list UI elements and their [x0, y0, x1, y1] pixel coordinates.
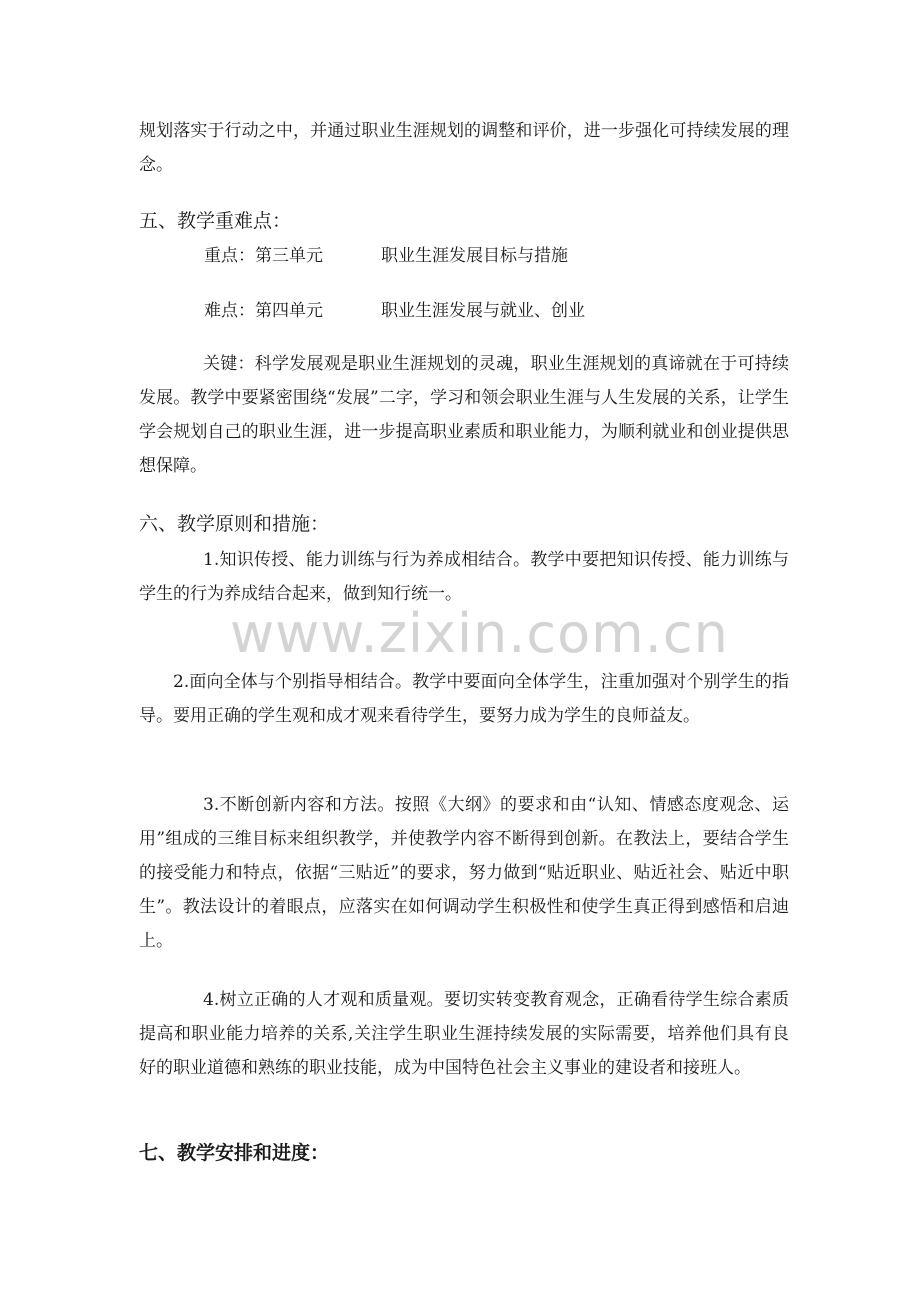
difficulty-value: 职业生涯发展与就业、创业: [381, 301, 585, 321]
difficulty-label: 难点：第四单元: [204, 301, 323, 321]
section-heading-6: 六、教学原则和措施：: [139, 513, 330, 535]
section-heading-5: 五、教学重难点：: [139, 210, 292, 232]
key-point-value: 职业生涯发展目标与措施: [381, 246, 568, 266]
key-point-label: 重点：第三单元: [204, 246, 323, 266]
difficulty-row: [204, 296, 585, 326]
section-heading-7: 七、教学安排和进度：: [139, 1142, 330, 1164]
principle-item-3: 3.不断创新内容和方法。按照《大纲》的要求和由“认知、情感态度观念、运用”组成的三维目标来组织教学，并使教学内容不断得到创新。在教法上，要结合学生的接受能力和特点，依据“三贴近”的要求，努力做到“贴近职业、贴近社会、贴近中职生”。教法设计的着眼点，应落实在如何调动学生积极性和使学生真正得到感悟和启迪上。: [139, 795, 789, 951]
watermark-text: www.zixin.com.cn: [230, 602, 729, 665]
key-point-row: [204, 241, 568, 271]
principle-item-2: 2.面向全体与个别指导相结合。教学中要面向全体学生，注重加强对个别学生的指导。要用正确的学生观和成才观来看待学生，要努力成为学生的良师益友。: [139, 672, 789, 726]
principle-item-4: 4.树立正确的人才观和质量观。要切实转变教育观念，正确看待学生综合素质提高和职业能力培养的关系,关注学生职业生涯持续发展的实际需要，培养他们具有良好的职业道德和熟练的职业技能，成为中国特色社会主义事业的建设者和接班人。: [139, 990, 789, 1078]
principle-item-1: 1.知识传授、能力训练与行为养成相结合。教学中要把知识传授、能力训练与学生的行为养成结合起来，做到知行统一。: [139, 550, 789, 604]
paragraph-intro-continuation: 规划落实于行动之中，并通过职业生涯规划的调整和评价，进一步强化可持续发展的理念。: [139, 121, 789, 175]
paragraph-crux: 关键：科学发展观是职业生涯规划的灵魂，职业生涯规划的真谛就在于可持续发展。教学中要紧密围绕“发展”二字，学习和领会职业生涯与人生发展的关系，让学生学会规划自己的职业生涯，进一步提高职业素质和职业能力，为顺利就业和创业提供思想保障。: [139, 354, 789, 476]
